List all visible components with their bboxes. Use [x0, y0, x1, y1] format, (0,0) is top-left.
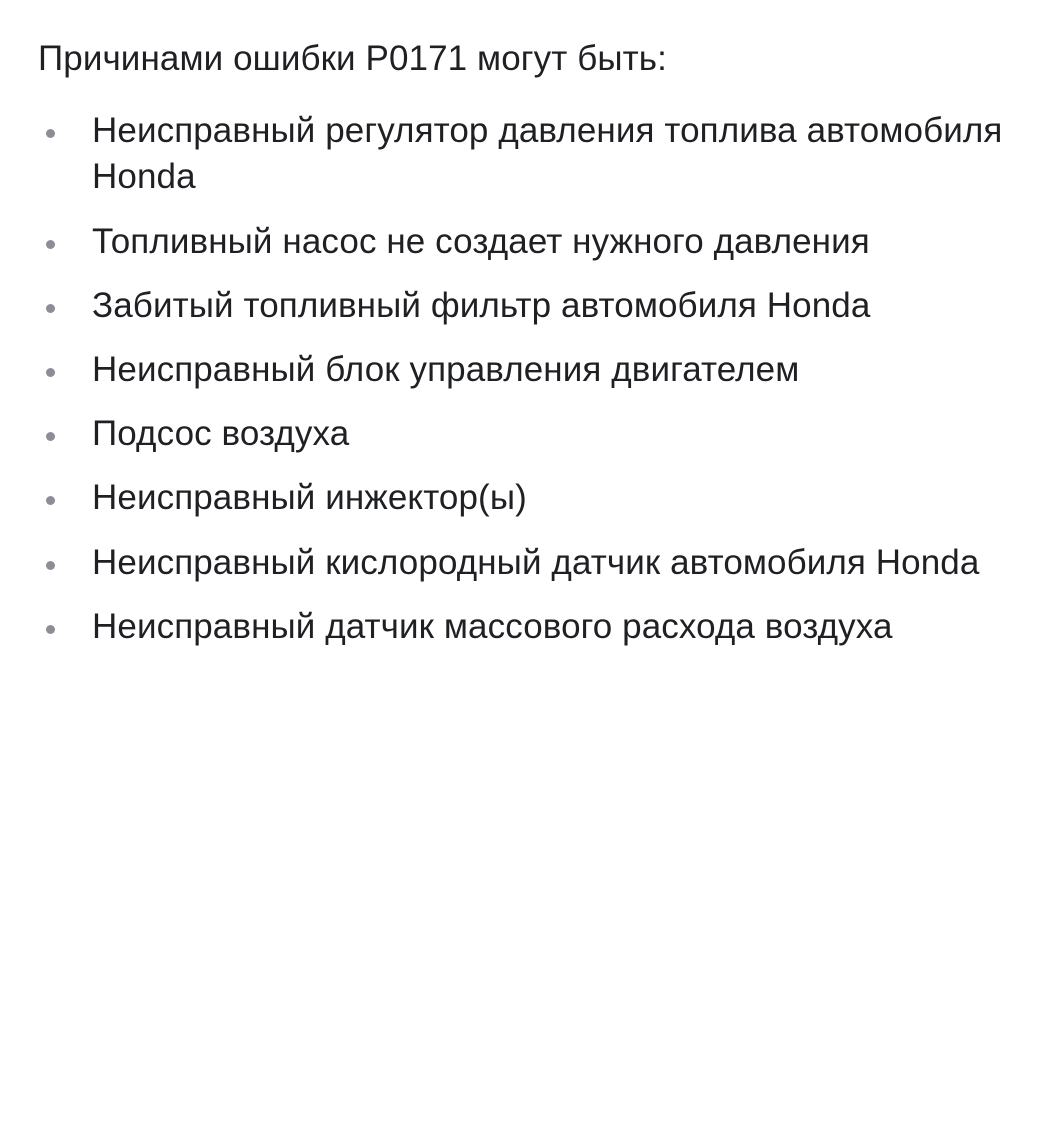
- list-item-label: Неисправный кислородный датчик автомобиля Honda: [92, 542, 980, 582]
- list-item: [38, 219, 1003, 265]
- bullet-icon: [46, 625, 55, 634]
- list-item: [38, 411, 1003, 457]
- list-item: [38, 604, 1003, 650]
- bullet-icon: [46, 368, 55, 377]
- list-item-label: Неисправный датчик массового расхода воздуха: [92, 606, 893, 646]
- list-item: [38, 108, 1003, 200]
- list-item-label: Забитый топливный фильтр автомобиля Honda: [92, 285, 871, 325]
- list-item-label: Топливный насос не создает нужного давления: [92, 221, 870, 261]
- list-item-label: Неисправный регулятор давления топлива автомобиля Honda: [92, 111, 1003, 197]
- bullet-icon: [46, 496, 55, 505]
- intro-paragraph: Причинами ошибки P0171 могут быть:: [38, 39, 667, 78]
- list-item-label: Неисправный инжектор(ы): [92, 478, 527, 518]
- bullet-icon: [46, 432, 55, 441]
- list-item-label: Неисправный блок управления двигателем: [92, 349, 800, 389]
- bullet-icon: [46, 240, 55, 249]
- list-item: [38, 347, 1003, 393]
- list-item: [38, 475, 1003, 521]
- list-item-label: Подсос воздуха: [92, 414, 350, 454]
- list-item: [38, 283, 1003, 329]
- bullet-icon: [46, 304, 55, 313]
- bullet-icon: [46, 561, 55, 570]
- bullet-icon: [46, 129, 55, 138]
- list-item: [38, 540, 1003, 586]
- causes-list: [38, 108, 1003, 650]
